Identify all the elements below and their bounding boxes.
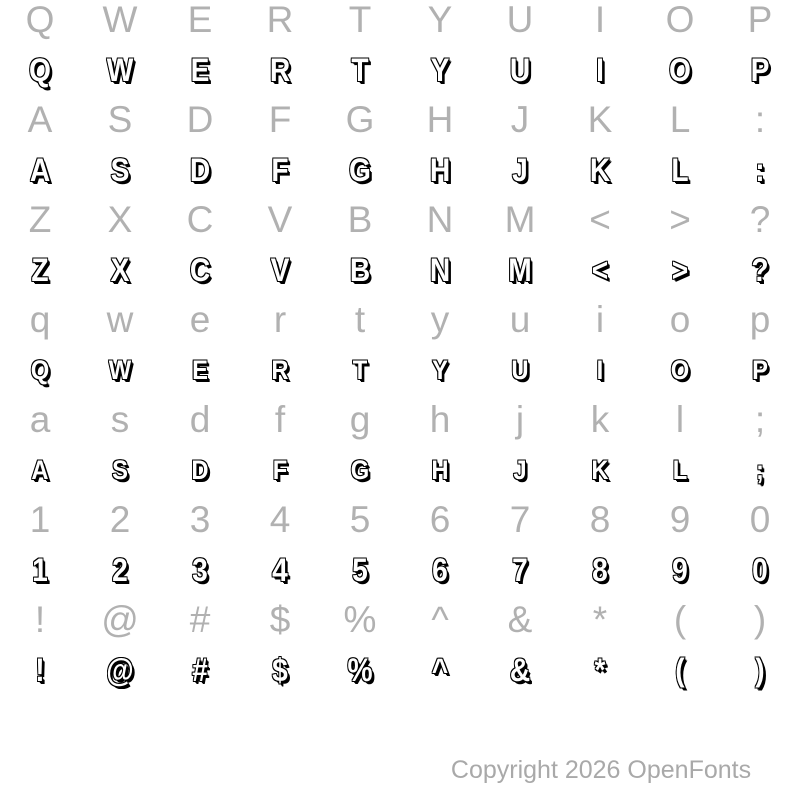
glyph-cell: O — [665, 0, 695, 40]
glyph-cell: ^ — [431, 599, 449, 640]
glyph-cell: 7 — [509, 499, 531, 540]
glyph-cell: U — [506, 0, 534, 40]
glyph-cell: : — [754, 99, 766, 140]
glyph-cell: > — [671, 252, 689, 288]
glyph-cell: W — [108, 355, 132, 385]
glyph-row-plain-12 — [0, 595, 800, 645]
glyph-cell: O — [670, 355, 690, 385]
glyph-cell: < — [591, 252, 609, 288]
glyph-cell: ; — [756, 455, 764, 485]
glyph-cell: N — [429, 252, 451, 288]
glyph-cell: 9 — [672, 552, 688, 588]
glyph-cell: g — [349, 399, 371, 440]
glyph-cell: F — [272, 455, 288, 485]
glyph-cell: i — [595, 299, 605, 340]
glyph-cell: X — [107, 199, 133, 240]
glyph-cell: 1 — [29, 499, 51, 540]
glyph-cell: 5 — [349, 499, 371, 540]
glyph-cell: 4 — [272, 552, 288, 588]
glyph-row-shadow-small-9 — [0, 445, 800, 495]
glyph-row-shadow-3 — [0, 145, 800, 195]
glyph-cell: Y — [432, 355, 448, 385]
glyph-cell: 4 — [269, 499, 291, 540]
glyph-cell: 2 — [112, 552, 128, 588]
glyph-cell: $ — [272, 652, 288, 688]
glyph-cell: ? — [749, 199, 771, 240]
glyph-cell: f — [274, 399, 286, 440]
glyph-cell: I — [594, 0, 606, 40]
glyph-cell: $ — [269, 599, 291, 640]
glyph-row-shadow-11 — [0, 545, 800, 595]
glyph-cell: J — [510, 99, 530, 140]
glyph-cell: S — [107, 99, 133, 140]
glyph-cell: H — [426, 99, 454, 140]
glyph-row-plain-4 — [0, 195, 800, 245]
glyph-cell: k — [590, 399, 610, 440]
glyph-row-shadow-1 — [0, 45, 800, 95]
glyph-cell: G — [350, 455, 370, 485]
glyph-cell: S — [112, 455, 128, 485]
glyph-cell: * — [592, 599, 608, 640]
glyph-cell: I — [596, 355, 604, 385]
glyph-cell: % — [343, 599, 377, 640]
glyph-cell: G — [349, 152, 371, 188]
glyph-cell: 5 — [352, 552, 368, 588]
glyph-cell: e — [189, 299, 211, 340]
glyph-cell: K — [589, 152, 611, 188]
glyph-cell: J — [513, 455, 527, 485]
glyph-cell: 7 — [512, 552, 528, 588]
glyph-cell: 9 — [669, 499, 691, 540]
glyph-cell: 6 — [429, 499, 451, 540]
glyph-row-plain-0 — [0, 0, 800, 45]
glyph-cell: # — [192, 652, 208, 688]
glyph-cell: D — [186, 99, 214, 140]
glyph-cell: ; — [754, 399, 766, 440]
glyph-cell: 3 — [192, 552, 208, 588]
glyph-cell: R — [269, 52, 291, 88]
glyph-cell: 2 — [109, 499, 131, 540]
glyph-cell: G — [345, 99, 375, 140]
glyph-cell: ( — [675, 652, 685, 688]
glyph-cell: L — [671, 152, 689, 188]
glyph-cell: h — [429, 399, 451, 440]
glyph-cell: p — [749, 299, 771, 340]
glyph-cell: Z — [28, 199, 52, 240]
glyph-cell: N — [426, 199, 454, 240]
glyph-cell: 3 — [189, 499, 211, 540]
glyph-cell: M — [504, 199, 536, 240]
glyph-cell: B — [349, 252, 371, 288]
glyph-row-shadow-small-7 — [0, 345, 800, 395]
glyph-cell: F — [271, 152, 289, 188]
glyph-cell: d — [189, 399, 211, 440]
glyph-row-plain-8 — [0, 395, 800, 445]
glyph-cell: D — [191, 455, 209, 485]
glyph-cell: K — [587, 99, 613, 140]
glyph-cell: U — [509, 52, 531, 88]
glyph-cell: A — [29, 152, 51, 188]
glyph-cell: C — [186, 199, 214, 240]
glyph-cell: W — [106, 52, 134, 88]
glyph-cell: @ — [101, 599, 139, 640]
glyph-cell: T — [351, 52, 369, 88]
glyph-cell: L — [669, 99, 691, 140]
glyph-row-shadow-5 — [0, 245, 800, 295]
glyph-cell: ) — [755, 652, 765, 688]
glyph-cell: a — [29, 399, 51, 440]
glyph-row-shadow-13 — [0, 645, 800, 695]
glyph-cell: Y — [430, 52, 450, 88]
glyph-cell: T — [352, 355, 368, 385]
glyph-cell: j — [515, 399, 525, 440]
glyph-cell: # — [189, 599, 211, 640]
glyph-cell: o — [669, 299, 691, 340]
glyph-cell: l — [675, 399, 685, 440]
glyph-cell: P — [750, 52, 770, 88]
glyph-cell: M — [508, 252, 532, 288]
glyph-cell: H — [429, 152, 451, 188]
glyph-cell: @ — [106, 652, 134, 688]
glyph-cell: K — [591, 455, 609, 485]
glyph-cell: D — [189, 152, 211, 188]
glyph-cell: J — [512, 152, 528, 188]
glyph-cell: P — [752, 355, 768, 385]
glyph-cell: V — [267, 199, 293, 240]
glyph-cell: 6 — [432, 552, 448, 588]
glyph-cell: 8 — [589, 499, 611, 540]
glyph-cell: 0 — [752, 552, 768, 588]
glyph-cell: Q — [25, 0, 55, 40]
glyph-cell: T — [348, 0, 372, 40]
glyph-cell: I — [596, 52, 604, 88]
glyph-cell: U — [511, 355, 529, 385]
glyph-cell: F — [268, 99, 292, 140]
glyph-cell: R — [271, 355, 289, 385]
copyright-watermark: Copyright 2026 OpenFonts — [450, 756, 752, 784]
glyph-cell: ^ — [431, 652, 449, 688]
glyph-cell: L — [672, 455, 688, 485]
glyph-cell: t — [354, 299, 366, 340]
glyph-cell: Q — [29, 52, 51, 88]
glyph-cell: S — [110, 152, 130, 188]
glyph-cell: Q — [30, 355, 50, 385]
glyph-cell: Y — [427, 0, 453, 40]
glyph-cell: ? — [751, 252, 769, 288]
glyph-cell: H — [431, 455, 449, 485]
glyph-cell: s — [110, 399, 130, 440]
glyph-cell: < — [589, 199, 611, 240]
glyph-cell: > — [669, 199, 691, 240]
glyph-cell: E — [187, 0, 213, 40]
glyph-cell: 0 — [749, 499, 771, 540]
glyph-cell: % — [347, 652, 373, 688]
glyph-cell: E — [190, 52, 210, 88]
glyph-cell: B — [347, 199, 373, 240]
glyph-cell: : — [755, 152, 765, 188]
glyph-row-plain-2 — [0, 95, 800, 145]
glyph-cell: R — [266, 0, 294, 40]
glyph-cell: u — [509, 299, 531, 340]
glyph-cell: V — [270, 252, 290, 288]
glyph-row-plain-6 — [0, 295, 800, 345]
glyph-cell: O — [669, 52, 691, 88]
glyph-cell: ! — [34, 599, 46, 640]
glyph-cell: E — [192, 355, 208, 385]
glyph-row-plain-10 — [0, 495, 800, 545]
glyph-cell: y — [430, 299, 450, 340]
glyph-cell: Z — [31, 252, 49, 288]
glyph-cell: P — [747, 0, 773, 40]
glyph-cell: C — [189, 252, 211, 288]
glyph-cell: r — [273, 299, 287, 340]
glyph-cell: q — [29, 299, 51, 340]
glyph-cell: ) — [753, 599, 767, 640]
glyph-cell: A — [27, 99, 53, 140]
glyph-cell: ! — [35, 652, 45, 688]
glyph-cell: A — [31, 455, 49, 485]
glyph-cell: X — [110, 252, 130, 288]
glyph-cell: w — [106, 299, 134, 340]
glyph-cell: & — [509, 652, 531, 688]
glyph-cell: & — [507, 599, 533, 640]
glyph-cell: 1 — [32, 552, 48, 588]
glyph-cell: ( — [673, 599, 687, 640]
glyph-cell: * — [594, 652, 606, 688]
glyph-cell: 8 — [592, 552, 608, 588]
glyph-cell: W — [102, 0, 138, 40]
